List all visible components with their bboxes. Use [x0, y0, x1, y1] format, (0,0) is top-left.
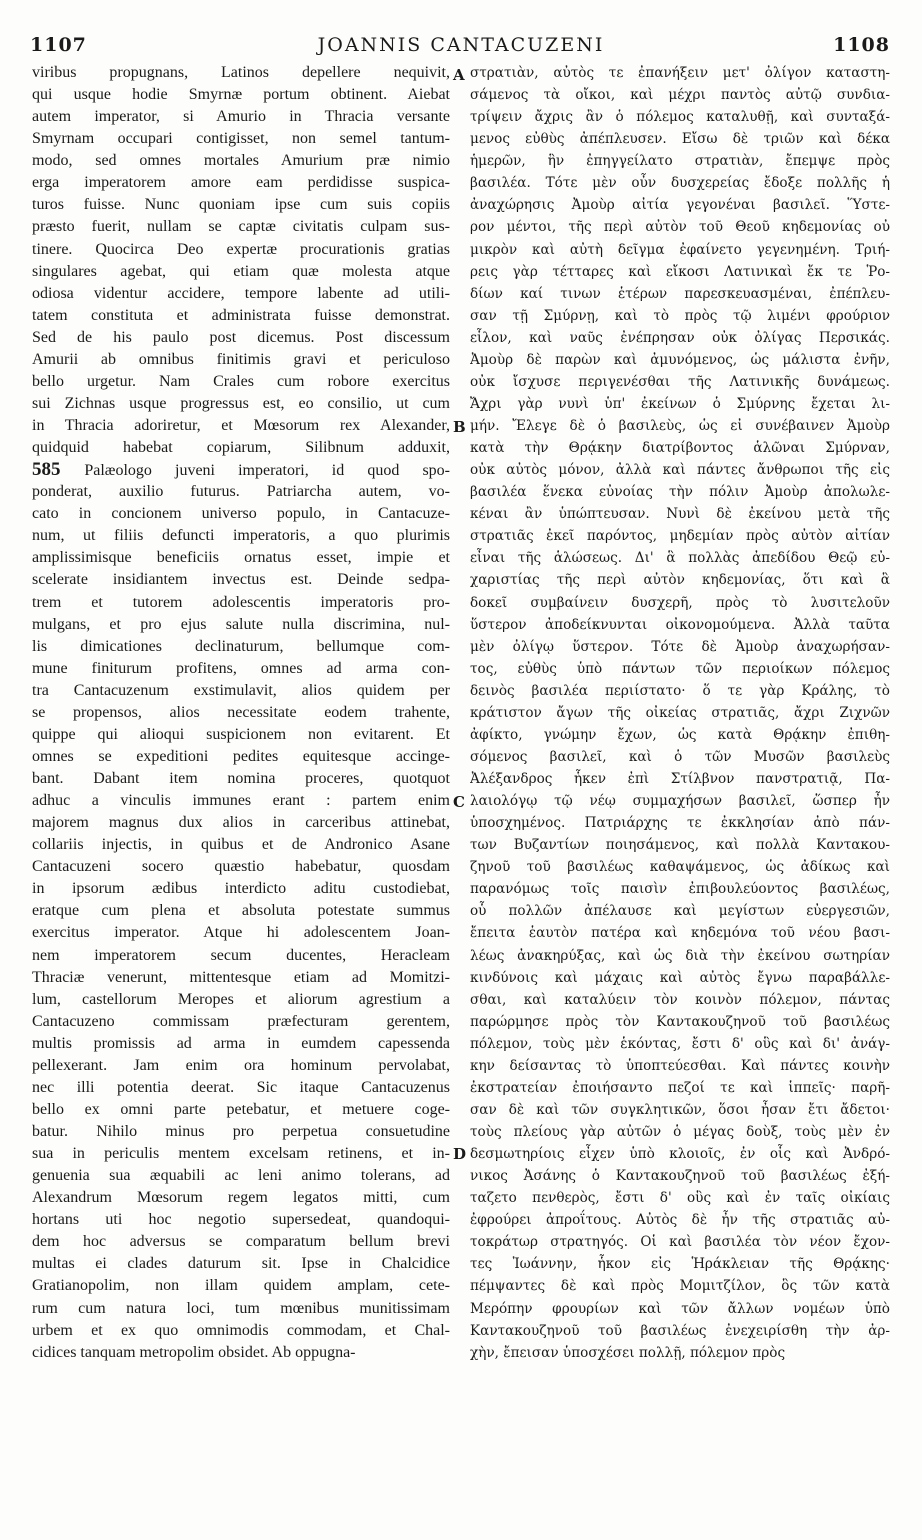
latin-text-line: singulares agebat, qui etiam quæ molesta atque [32, 262, 450, 280]
greek-text-line: Μερόπην φρουρίων καὶ τῶν ἄλλων νομέων ὑπὸ [470, 1300, 890, 1317]
right-page-number: 1108 [833, 34, 890, 56]
inline-page-number: 585 [32, 459, 85, 481]
greek-text-line: δεινὸς βασιλέα περιίστατο· ὅ τε γὰρ Κράλης, τὸ [470, 682, 890, 699]
latin-text-line: in ipsorum ædibus interdicto aditu custodiebat, [32, 880, 450, 898]
greek-text-line: δεσμωτηρίοις εἶχεν ὑπὸ κλοιοῖς, ἐν οἷς καὶ Ἀνδρό- [470, 1146, 890, 1163]
latin-text-line: viribus propugnans, Latinos depellere nequivit, [32, 64, 450, 81]
latin-text-line: majorem magnus dux alios in carceribus attinebat, [32, 814, 450, 832]
greek-text-line: πόλεμον, τοὺς μὲν ἑκόντας, ἔστι δ' οὓς καὶ δι' ἀνάγ- [470, 1035, 890, 1052]
latin-text-line: qui usque hodie Smyrnæ portum obtinent. Aiebat [32, 86, 450, 104]
latin-text-line: mune finiturum profitens, omnes ad arma con- [32, 659, 450, 677]
latin-text-line: pellexerant. Jam enim ora hominum pervolabat, [32, 1056, 450, 1074]
greek-text-line: ζηνοῦ τοῦ βασιλέως καθαψάμενος, ὡς ἀδίκως καὶ [470, 859, 890, 876]
greek-text-line: βασιλέα. Τότε μὲν οὖν δυσχερείας ἔδοξε πολλῆς ἡ [470, 175, 890, 192]
greek-text-line: δοκεῖ συμβαίνειν δυσχερῆ, πρὸς τὸ λυσιτελοῦν [470, 594, 890, 611]
latin-text-line: lum, castellorum Meropes et aliorum agrestium a [32, 990, 450, 1008]
greek-text-line: μὲν ὀλίγῳ ὕστερον. Τότε δὲ Ἀμοὺρ ἀναχωρήσαν- [470, 638, 890, 655]
latin-text-line: modo, sed omnes mortales Amurium præ nimio [32, 152, 450, 170]
latin-text-line: in Thracia adoriretur, et Mœsorum rex Alexander, [32, 417, 450, 434]
latin-text-line: Cantacuzeni socero quæstio habebatur, quosdam [32, 858, 450, 876]
greek-text-line: κράτιστον ἄγων τῆς οἰκείας στρατιᾶς, ἄχρι Ζιχνῶν [470, 704, 890, 721]
latin-text-line: Cantacuzeno commissam præfecturam gerentem, [32, 1012, 450, 1030]
latin-text-line: multis promissis ad arma in eumdem capessenda [32, 1034, 450, 1052]
latin-text-line: nec illi potentia deerat. Sic itaque Cantacuzenus [32, 1078, 450, 1096]
latin-text-line: multas ei clades daturum sit. Ipse in Chalcidice [32, 1255, 450, 1273]
left-page-number: 1107 [30, 34, 87, 56]
latin-text-line: tra Cantacuzenum exstimulavit, alios quidem per [32, 681, 450, 699]
section-marker-b: B [453, 418, 466, 436]
greek-text-line: στρατιᾶς ἐκεῖ παρόντος, μηδεμίαν πρὸς αὐτὸν αἰτίαν [470, 528, 890, 545]
greek-text-line: σόμενος βασιλεῖ, καὶ ὁ τῶν Μυσῶν βασιλεὺς [470, 748, 890, 765]
greek-text-line: μικρὸν καὶ αὐτὴ δεῖγμα ἐφαίνετο γεγενημένη. Τριή- [470, 241, 890, 258]
latin-text-line: amplissimisque beneficiis ornatus esset, impie et [32, 549, 450, 567]
latin-text-line: rum cum natura loci, tum mœnibus munitissimam [32, 1299, 450, 1317]
greek-text-line: ρεις γὰρ τέτταρες καὶ εἴκοσι Λατινικαὶ ἔκ τε Ῥο- [470, 263, 890, 280]
latin-text-line: sui Zichnas usque progressus est, eo consilio, ut cum [32, 394, 450, 412]
latin-text-line: quidquid habebat copiarum, Silibnum adduxit, [32, 439, 450, 457]
latin-text-line: Gratianopolim, non illam quidem amplam, cete- [32, 1277, 450, 1295]
greek-text-line: δίων καί τινων ἑτέρων παρεσκευασμέναι, ἐπέπλευ- [470, 285, 890, 302]
latin-text-line: Sed de his paulo post dicemus. Post discessum [32, 328, 450, 346]
greek-text-line: των Βυζαντίων ποιησάμενος, καὶ πολλὰ Καντακου- [470, 837, 890, 854]
greek-text-line: ρον μέντοι, τῆς περὶ αὐτὸν τοῦ Θεοῦ κηδεμονίας οὐ [470, 219, 890, 236]
greek-text-line: παρώρμησε πρὸς τὸν Καντακουζηνοῦ τοῦ βασιλέως [470, 1013, 890, 1030]
greek-text-line: Ἀλέξανδρος ἧκεν ἐπὶ Στίλβνον πανστρατιᾷ, Πα- [470, 771, 890, 787]
latin-text-line: autem imperator, si Amurio in Thracia versante [32, 108, 450, 126]
greek-text-line: Καντακουζηνοῦ τοῦ βασιλέως ἐνεχειρίσθη τὴν ἀρ- [470, 1322, 890, 1339]
latin-text-line: collariis injectis, in quibus et de Andronico Asane [32, 836, 450, 854]
latin-text-line: urbem et ex quo omnimodis commodam, et Chal- [32, 1321, 450, 1339]
latin-text-line: scelerate insidiantem invectus est. Deinde sedpa- [32, 571, 450, 589]
greek-text-line: εἶναι τῆς ἁλώσεως. Δι' ἃ πολλὰς ἀπεδίδου Θεῷ εὐ- [470, 550, 890, 567]
greek-text-line: τος, εὐθὺς ὑπὸ πάντων τῶν περιοίκων πόλεμος [470, 660, 890, 677]
latin-text-line: exercitus imperator. Atque hi adolescentem Joan- [32, 924, 450, 942]
latin-text-line: cato in concionem universo populo, in Cantacuze- [32, 505, 450, 523]
greek-text-line: οὐκ αὐτὸς μόνον, ἀλλὰ καὶ πάντες ἄνθρωποι τῆς εἰς [470, 462, 890, 479]
latin-column [32, 62, 450, 1364]
latin-text-line: præsto fuerit, nullam se captæ civitatis culpam sus- [32, 218, 450, 236]
greek-text-line: στρατιὰν, αὐτὸς τε ἐπανήξειν μετ' ὀλίγον καταστη- [470, 65, 890, 81]
greek-text-line: ὕστερον ἀποδείκνυνται οἰκονομούμενα. Ἀλλὰ ταῦτα [470, 616, 890, 633]
greek-text-line: σαν τῇ Σμύρνῃ, καὶ τὸ πρὸς τῷ λιμένι φρούριον [470, 307, 890, 324]
latin-text-line: odiosa videntur accidere, tempore labente ad utili- [32, 284, 450, 302]
latin-text-line: Alexandrum Mœsorum regem legatos mitti, cum [32, 1189, 450, 1207]
latin-text-line: Amurii ab omnibus finitimis gravi et periculoso [32, 350, 450, 368]
latin-text-line: adhuc a vinculis immunes erant : partem enim [32, 792, 450, 810]
greek-text-line: ἐκστρατείαν ἐποιήσαντο πεζοί τε καὶ ἱππεῖς· παρῆ- [470, 1079, 890, 1096]
latin-text-line: trem et tutorem adolescentis imperatoris pro- [32, 593, 450, 611]
greek-text-line: ἀναχώρησις Ἀμοὺρ αἰτία γεγονέναι βασιλεῖ. Ὕστε- [470, 197, 890, 214]
latin-text-line: sua in periculis mentem excelsam retinens, et in- [32, 1145, 450, 1163]
greek-text-line: κατὰ τὴν Θρᾴκην διατρίβοντος ἁλῶναι Σμύρναν, [470, 440, 890, 457]
greek-text-line: εἷλον, καὶ ναῦς ἐνέπρησαν οὐκ ὀλίγας Περσικάς. [470, 329, 890, 346]
latin-text-line: genuenia sua æquabili ac leni animo tolerans, ad [32, 1167, 450, 1185]
greek-text-line: τοὺς πλείους γὰρ αὐτῶν ὁ μέγας δοὺξ, τοὺς μὲν ἐν [470, 1124, 890, 1140]
greek-text-line: τρίψειν ἄχρις ἂν ὁ πόλεμος καταλυθῇ, καὶ συνταξά- [470, 109, 890, 126]
latin-text-line: Thraciæ venerunt, mittentesque etiam ad Momitzi- [32, 968, 450, 986]
greek-text-line: οὐκ ἴσχυσε περιγενέσθαι τῆς Λατινικῆς δυνάμεως. [470, 373, 890, 390]
latin-text-line: bant. Dabant item nomina proceres, quotquot [32, 770, 450, 787]
latin-text-line: erga imperatorem amore eam perdidisse suspica- [32, 174, 450, 192]
greek-text-line: Ἀμοὺρ δὲ παρὼν καὶ ἀμυνόμενος, ὡς μάλιστα ἐνῆν, [470, 351, 890, 368]
greek-text-line: σθαι, καὶ καταλύειν τὸν κοινὸν πόλεμον, πάντας [470, 991, 890, 1008]
greek-column [470, 62, 890, 1364]
latin-text-line: ponderat, auxilio futurus. Patriarcha autem, vo- [32, 483, 450, 501]
running-title: JOANNIS CANTACUZENI [317, 34, 605, 56]
greek-text-line: κέναι ἂν ὑπώπτευσαν. Νυνὶ δὲ ἐκείνου μετὰ τῆς [470, 506, 890, 523]
latin-text-line: cidices tanquam metropolim obsidet. Ab oppugna- [32, 1343, 356, 1361]
latin-text-line: tatem constituta et administrata fuisse demonstrat. [32, 306, 450, 324]
greek-text-line: παρανόμως τοῖς παισὶν ἐπιβουλεύοντος βασιλέως, [470, 881, 890, 898]
greek-text-line: ὑποσχημένος. Πατριάρχης τε ἐκκλησίαν ἀπὸ πάν- [470, 815, 890, 832]
greek-text-line: ἐφρούρει ἀπροΐτους. Αὐτὸς δὲ ἦν τῆς στρατιᾶς αὐ- [470, 1212, 890, 1229]
section-marker-d: D [453, 1145, 467, 1163]
greek-text-line: οὗ πολλῶν ἀπέλαυσε καὶ μεγίστων εὐεργεσιῶν, [470, 903, 890, 920]
latin-text-line: quippe qui alioqui suspicionem non evitarent. Et [32, 725, 450, 743]
latin-text-line: hortans uti hoc negotio supersedeat, quandoqui- [32, 1211, 450, 1229]
latin-text-line: se propensos, alios necessitate eodem trahente, [32, 703, 450, 721]
latin-text-line: bello urgetur. Nam Crales cum robore exercitus [32, 372, 450, 390]
greek-text-line: πέμψαντες δὲ καὶ πρὸς Μομιτζίλον, ὃς τῶν κατὰ [470, 1278, 890, 1295]
greek-text-line: χαριστίας τῆς περὶ αὐτὸν κηδεμονίας, ὅτι καὶ ἃ [470, 572, 890, 589]
greek-text-line: κην δείσαντας τὸ ὑποπτεύεσθαι. Καὶ πάντες κοινὴν [470, 1057, 890, 1074]
section-marker-c: C [453, 793, 465, 811]
latin-text-line: tinere. Quocirca Deo expertæ procurationis gratias [32, 240, 450, 258]
greek-text-line: σάμενος τὰ οἴκοι, καὶ μέχρι παντὸς αὐτῷ συνδια- [470, 87, 890, 104]
latin-text-line: eratque cum plena et absoluta potestate summus [32, 902, 450, 920]
greek-text-line: ἡμερῶν, ἣν ἐπηγγείλατο στρατιὰν, ἔπεμψε πρὸς [470, 153, 890, 170]
latin-text-line: 585 Palæologo juveni imperatori, id quod spo- [32, 459, 450, 481]
greek-text-line: κινδύνοις καὶ μάχαις καὶ αὐτὸς ἔγνω παραβάλλε- [470, 969, 890, 986]
latin-text-line: bello ex omni parte petebatur, et metuere coge- [32, 1100, 450, 1118]
greek-text-line: βασιλέα ἕνεκα εὐνοίας τὴν πόλιν Ἀμοὺρ ἀπολωλε- [470, 484, 890, 501]
section-marker-a: A [453, 66, 465, 84]
latin-text-line: num, ut filiis defuncti imperatoris, a quo plurimis [32, 527, 450, 545]
greek-text-line: ἀφίκτο, γνώμην ἔχων, ὡς κατὰ Θρᾴκην ἐπιθη- [470, 726, 890, 743]
latin-text-line: Smyrnam occupari contigisset, non semel tantum- [32, 130, 450, 148]
greek-text-line: τες Ἰωάννην, ἧκον εἰς Ἡράκλειαν τῆς Θρᾴκης· [470, 1256, 890, 1273]
greek-text-line: ἔπειτα ἑαυτὸν πατέρα καὶ κηδεμόνα τοῦ νέου βασι- [470, 925, 890, 942]
latin-text-line: nem imperatorem secum ducentes, Heracleam [32, 946, 450, 964]
greek-text-line: μενος εὐθὺς ἀπέπλευσεν. Εἴσω δὲ τριῶν καὶ δέκα [470, 131, 890, 148]
greek-text-line: χὴν, ἔπεισαν ὑποσχέσει πολλῇ, πόλεμον πρὸς [470, 1344, 786, 1361]
greek-text-line: Ἄχρι γὰρ νυνὶ ὑπ' ἐκείνων ὁ Σμύρνης ἔχεται λι- [470, 395, 890, 412]
greek-text-line: λαιολόγῳ τῷ νέῳ συμμαχήσων βασιλεῖ, ὥσπερ ἦν [470, 793, 890, 810]
latin-text-line: batur. Nihilo minus pro perpetua consuetudine [32, 1123, 450, 1140]
latin-text-line: dem hoc adversus se comparatum bellum brevi [32, 1233, 450, 1251]
greek-text-line: λέως ἀνακηρύξας, καὶ ὡς διὰ τὴν ἐκείνου σωτηρίαν [470, 947, 890, 964]
latin-text-line: mulgans, et pro ejus salute nulla discrimina, nul- [32, 615, 450, 633]
page-header [0, 0, 922, 60]
greek-text-line: τοκράτωρ στρατηγός. Οἱ καὶ βασιλέα τὸν νέον ἔχον- [470, 1234, 890, 1251]
latin-text-line: turos fuisse. Nunc quoniam ipse cum suis copiis [32, 196, 450, 214]
greek-text-line: σαν δὲ καὶ τῶν συγκλητικῶν, ὅσοι ἦσαν ἔτι ἄδετοι· [470, 1101, 890, 1118]
greek-text-line: μήν. Ἔλεγε δὲ ὁ βασιλεὺς, ὡς εἰ συνέβαινεν Ἀμοὺρ [470, 418, 890, 434]
greek-text-line: ταζετο πενθερὸς, ἔστι δ' οὓς καὶ ἐν ταῖς οἰκίαις [470, 1190, 890, 1207]
greek-text-line: νικος Ἀσάνης ὁ Καντακουζηνοῦ τοῦ βασιλέως ἐξή- [470, 1168, 890, 1185]
latin-text-line: lis dimicationes declinaturum, bellumque com- [32, 637, 450, 655]
latin-text-line: omnes se expeditioni pedites equitesque accinge- [32, 747, 450, 765]
